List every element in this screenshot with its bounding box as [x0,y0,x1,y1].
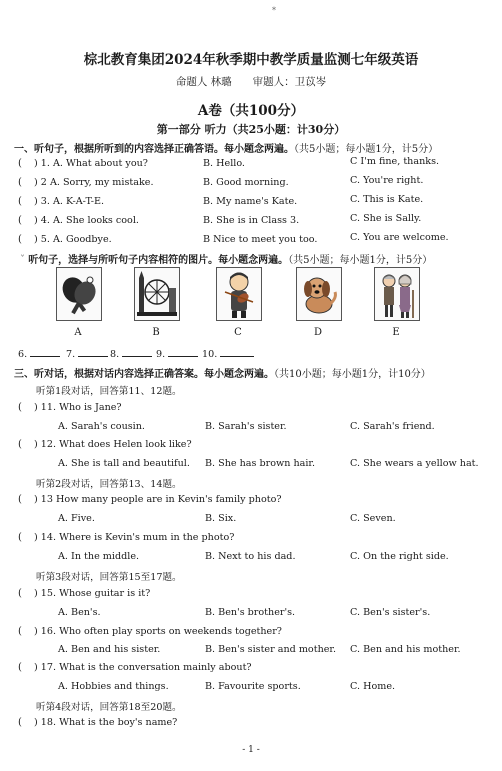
blank-label: 7. [66,349,76,360]
picture-label-b: B [152,327,160,338]
blank-7[interactable] [66,347,108,360]
q4-option-c: C. She is Sally. [350,213,422,224]
answer-paren[interactable]: ( [18,158,22,169]
q14-option-a: A. In the middle. [58,551,140,562]
section1-heading-text: 一、听句子，根据所听到的内容选择正确答语。每小题念两遍。 [14,144,294,155]
answer-line[interactable] [78,347,108,357]
q4-option-b: B. She is in Class 3. [203,215,300,226]
answer-paren[interactable]: ( [18,532,22,543]
q15-option-c: C. Ben's sister's. [350,607,431,618]
q11-option-c: C. Sarah's friend. [350,421,435,432]
q11-option-b: B. Sarah's sister. [205,421,287,432]
q16-option-c: C. Ben and his mother. [350,644,461,655]
answer-paren[interactable]: ( [18,402,22,413]
blank-label: 9. [156,349,166,360]
q15-option-b: B. Ben's brother's. [205,607,296,618]
dialog1-instruction: 听第1段对话，回答第11、12题。 [36,386,182,397]
answer-paren[interactable]: ( [18,234,22,245]
q13-option-b: B. Six. [205,513,237,524]
part-title: 第一部分 听力（共25小题：计30分） [156,123,346,136]
answer-paren[interactable]: ( [18,196,22,207]
dialog2-instruction: 听第2段对话，回答第13、14题。 [36,479,182,490]
q13-option-a: A. Five. [58,513,95,524]
picture-label-c: C [234,327,242,338]
answer-paren[interactable]: ( [18,439,22,450]
q16-option-b: B. Ben's sister and mother. [205,644,337,655]
answer-paren[interactable]: ( [18,662,22,673]
q5-option-a: ) 5. A. Goodbye. [34,234,112,245]
q12-option-c: C. She wears a yellow hat. [350,458,479,469]
answer-paren[interactable]: ( [18,215,22,226]
old-couple-icon [374,267,420,321]
q12-option-a: A. She is tall and beautiful. [58,458,190,469]
blank-10[interactable] [202,347,254,360]
q13-text: ) 13 How many people are in Kevin's family photo? [34,494,282,505]
answer-paren[interactable]: ( [18,588,22,599]
blank-9[interactable] [156,347,198,360]
q14-text: ) 14. Where is Kevin's mum in the photo? [34,532,235,543]
answer-line[interactable] [220,347,254,357]
picture-label-d: D [313,327,323,338]
section3-heading-text: 三、听对话，根据对话内容选择正确答案。每小题念两遍。 [14,369,274,380]
dialog4-instruction: 听第4段对话，回答第18至20题。 [36,702,182,713]
top-dot: * [272,6,276,15]
q14-option-c: C. On the right side. [350,551,449,562]
dog-icon [296,267,342,321]
q17-text: ) 17. What is the conversation mainly about? [34,662,252,673]
q12-option-b: B. She has brown hair. [205,458,315,469]
answer-paren[interactable]: ( [18,717,22,728]
q1-option-b: B. Hello. [203,158,245,169]
q3-option-b: B. My name's Kate. [203,196,298,207]
answer-paren[interactable]: ( [18,177,22,188]
answer-paren[interactable]: ( [18,494,22,505]
blank-label: 10. [202,349,218,360]
section2-heading-text: 听句子，选择与所听句子内容相符的图片。每小题念两遍。 [28,255,289,266]
answer-paren[interactable]: ( [18,626,22,637]
picture-label-a: A [74,327,82,338]
q1-option-c: C I'm fine, thanks. [350,156,440,167]
page-title: 棕北教育集团2024年秋季期中教学质量监测七年级英语 [83,52,419,68]
blank-label: 6. [18,349,28,360]
section3-note: （共10小题；每小题1分，计10分） [274,369,431,380]
london-skyline-icon [134,267,180,321]
q12-text: ) 12. What does Helen look like? [34,439,192,450]
picture-label-e: E [392,327,400,338]
q2-option-a: ) 2 A. Sorry, my mistake. [34,177,154,188]
section2-note: （共5小题；每小题1分，计5分） [288,255,433,266]
violin-boy-icon [216,267,262,321]
q15-option-a: A. Ben's. [58,607,101,618]
paper-label: A卷（共100分） [197,103,305,119]
blank-8[interactable] [110,347,152,360]
q2-option-b: B. Good morning. [203,177,289,188]
q16-option-a: A. Ben and his sister. [58,644,161,655]
q17-option-c: C. Home. [350,681,396,692]
q11-option-a: A. Sarah's cousin. [58,421,145,432]
q5-option-c: C. You are welcome. [350,232,449,243]
section1-note: （共5小题；每小题1分，计5分） [294,144,439,155]
section1-heading [14,140,438,155]
blank-label: 8. [110,349,120,360]
q13-option-c: C. Seven. [350,513,396,524]
answer-line[interactable] [168,347,198,357]
q16-text: ) 16. Who often play sports on weekends together? [34,626,282,637]
q5-option-b: B Nice to meet you too. [203,234,318,245]
q14-option-b: B. Next to his dad. [205,551,296,562]
ping-pong-paddle-icon [56,267,102,321]
q3-option-c: C. This is Kate. [350,194,424,205]
q18-text: ) 18. What is the boy's name? [34,717,178,728]
q2-option-c: C. You're right. [350,175,424,186]
q17-option-b: B. Favourite sports. [205,681,301,692]
dialog3-instruction: 听第3段对话，回答第15至17题。 [36,572,182,583]
section3-heading [14,365,431,380]
blank-6[interactable] [18,347,60,360]
q15-text: ) 15. Whose guitar is it? [34,588,151,599]
authors-line: 命题人 林璐 审题人：卫苡岑 [175,76,327,88]
q4-option-a: ) 4. A. She looks cool. [34,215,139,226]
answer-line[interactable] [30,347,60,357]
q1-option-a: ) 1. A. What about you? [34,158,148,169]
q11-text: ) 11. Who is Jane? [34,402,122,413]
page-number: - 1 - [242,745,260,755]
q17-option-a: A. Hobbies and things. [58,681,169,692]
answer-line[interactable] [122,347,152,357]
section2-heading: ˇ 听句子，选择与所听句子内容相符的图片。每小题念两遍。（共5小题；每小题1分，计5分） [20,255,433,266]
q3-option-a: ) 3. A. K-A-T-E. [34,196,105,207]
